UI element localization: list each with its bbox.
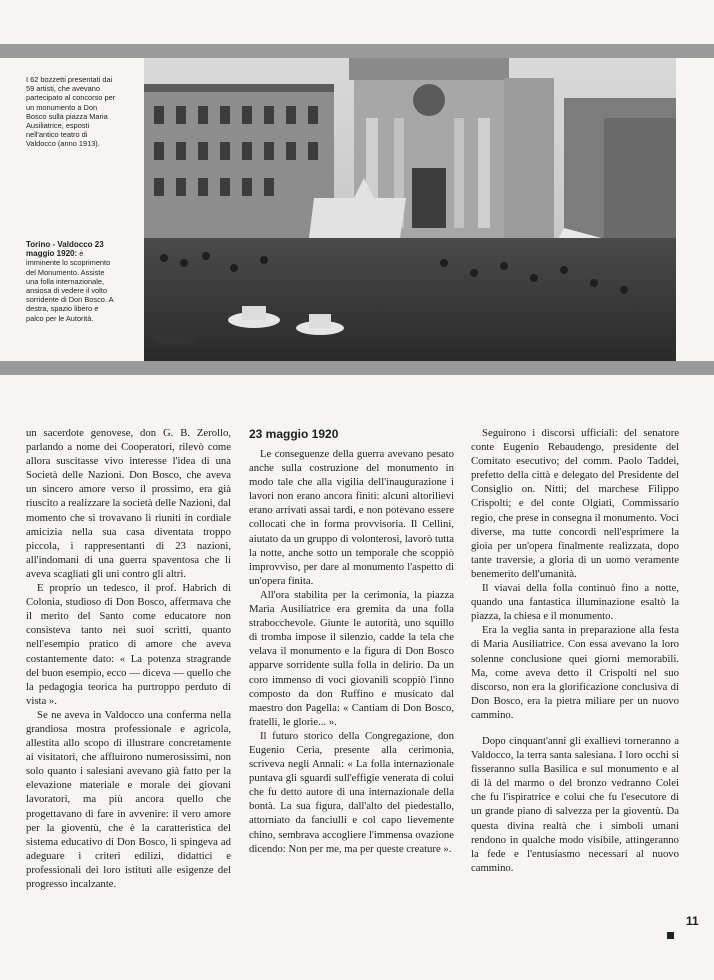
- top-gray-band: [0, 44, 714, 58]
- caption-second-text: è imminente lo scoprimento del Monumento. Assiste una folla internazionale, ansiosa di vedere il volto sorridente di Don Bosco. A destra, spazio libero e palco per le Autorità.: [26, 249, 114, 323]
- caption-second-title: Torino - Valdocco 23 maggio 1920:: [26, 240, 104, 259]
- column2-paragraph: Le conseguenze della guerra avevano pesato anche sulla costruzione del monumento in modo tale che alla vigilia dell'inaugurazione i lavori non erano ancora finiti: alcuni altorilievi erano arrivati assai tardi, e non potevano essere collocati che in forma provvisoria. Il Cellini, aiutato da un gruppo di volonterosi, lavorò tutta la notte, anche sotto un temporale che scoppiò improvviso, per dare al monumento l'aspetto di un'opera finita.: [249, 448, 454, 587]
- column1-paragraph: E proprio un tedesco, il prof. Habrich di Colonia, studioso di Don Bosco, affermava che il merito del Santo come educatore non consisteva tanto nei suoi scritti, quanto nell'esempio pratico di amore che aveva costantemente dato: « La potenza stragrande del buon esempio, ecco — diceva — quello che la pedagogia teorica ha purtroppo perduto di vista ».: [26, 582, 231, 707]
- column3-paragraph: Il viavai della folla continuò fino a notte, quando una fantastica illuminazione esaltò la piazza, la chiesa e il monumento.: [471, 582, 679, 623]
- text-column-2: [249, 426, 454, 856]
- end-of-article-mark: [667, 932, 674, 939]
- column2-paragraph: Il futuro storico della Congregazione, don Eugenio Ceria, presente alla cerimonia, scriveva negli Annali: « La folla internazionale puntava gli sguardi sull'effigie venerata di colui che fu detto autore di una internazionale della bontà. La sua figura, dall'alto del piedestallo, attorniato da fanciulli e col capo lievemente chino, sembrava accogliere l'immensa ovazione dicendo: Non per me, ma per queste creature ».: [249, 729, 454, 855]
- caption-second: [26, 240, 118, 323]
- caption-first: [26, 75, 118, 149]
- bottom-gray-band: [0, 361, 714, 375]
- inauguration-photo: [144, 58, 676, 361]
- column3-paragraph: Dopo cinquant'anni gli exallievi torneranno a Valdocco, la terra santa salesiana. I loro occhi si fisseranno sulla Basilica e sul monumento e al di là del marmo o del bronzo vedranno Colei che fu l'ispiratrice e colui che fu l'esecutore di un grande piano di salvezza per la gioventù. Da questa divina realtà che i simboli umani rendono in qualche modo visibile, attingeranno la fede e l'entusiasmo necessari al nuovo cammino.: [471, 734, 679, 874]
- text-column-1: [26, 426, 231, 891]
- text-column-3: [471, 426, 679, 875]
- column1-paragraph: un sacerdote genovese, don G. B. Zerollo, parlando a nome dei Cooperatori, rilevò come allora suscitasse vivo interesse l'idea di una Società delle Nazioni. Don Bosco, che aveva un sincero amore verso il prossimo, era già riuscito a realizzare la società delle Nazioni, dal momento che si trovavano lì riuniti in cordiale amicizia nella sua casa diventata troppo piccola, i rappresentanti di 23 nazioni, all'indomani di una guerra spaventosa che li aveva scagliati gli uni contro gli altri.: [26, 427, 231, 580]
- photo-illustration: [144, 58, 676, 361]
- paragraph-gap: [471, 722, 679, 734]
- caption-first-text: I 62 bozzetti presentati dai 59 artisti, che avevano partecipato al concorso per un monumento a Don Bosco sulla piazza Maria Ausiliatrice, esposti nell'antico teatro di Valdocco (anno 1913).: [26, 75, 116, 149]
- section-heading: 23 maggio 1920: [249, 427, 339, 441]
- column2-paragraph: All'ora stabilita per la cerimonia, la piazza Maria Ausiliatrice era gremita da una folla strabocchevole. Giunte le autorità, uno squillo di tromba impose il silenzio, cadde la tela che velava il monumento e la figura di Don Bosco apparve sorridente sulla folla in delirio. Da un coro immenso di voci giovanili scoppiò l'inno composto da don Ruffino e musicato dal maestro don Pagella: « Cantiam di Don Bosco, fratelli, le glorie... ».: [249, 588, 454, 728]
- column1-paragraph: Se ne aveva in Valdocco una conferma nella grandiosa mostra professionale e agricola, allestita allo scopo di illustrare concretamente ai visitatori, che affluirono numerosissimi, non solo quanto i salesiani avevano già fatto per la elevazione materiale e morale dei giovani lavoratori, ma più ancora quello che progettavano di fare in avvenire: il vero amore per la gioventù, che è la caratteristica del sistema educativo di Don Bosco, li spingeva ad adeguare i criteri edilizi, didattici e professionali dei loro istituti alle esigenze del progresso incalzante.: [26, 708, 231, 890]
- column3-paragraph: Era la veglia santa in preparazione alla festa di Maria Ausiliatrice. Con essa avevano la loro solenne conclusione quei giorni memorabili. Ma, come aveva detto il Crispolti nel suo discorso, non era la glorificazione conclusiva di Don Bosco, era la pietra miliare per un nuovo cammino.: [471, 624, 679, 721]
- column3-paragraph: Seguirono i discorsi ufficiali: del senatore conte Eugenio Rebaudengo, presidente del Comitato esecutivo; del comm. Paolo Taddei, prefetto della città e delegato del Presidente del Consiglio on. Nitti; del marchese Filippo Crispolti; e del conte Olgiati, Commissario regio, che prese in consegna il monumento. Voci diverse, ma tutte concordi nell'esprimere la gioia per un'opera finalmente realizzata, dopo tante traversie, a gloria di un uomo veramente benemerito dell'umanità.: [471, 427, 679, 580]
- page-number: 11: [686, 914, 699, 928]
